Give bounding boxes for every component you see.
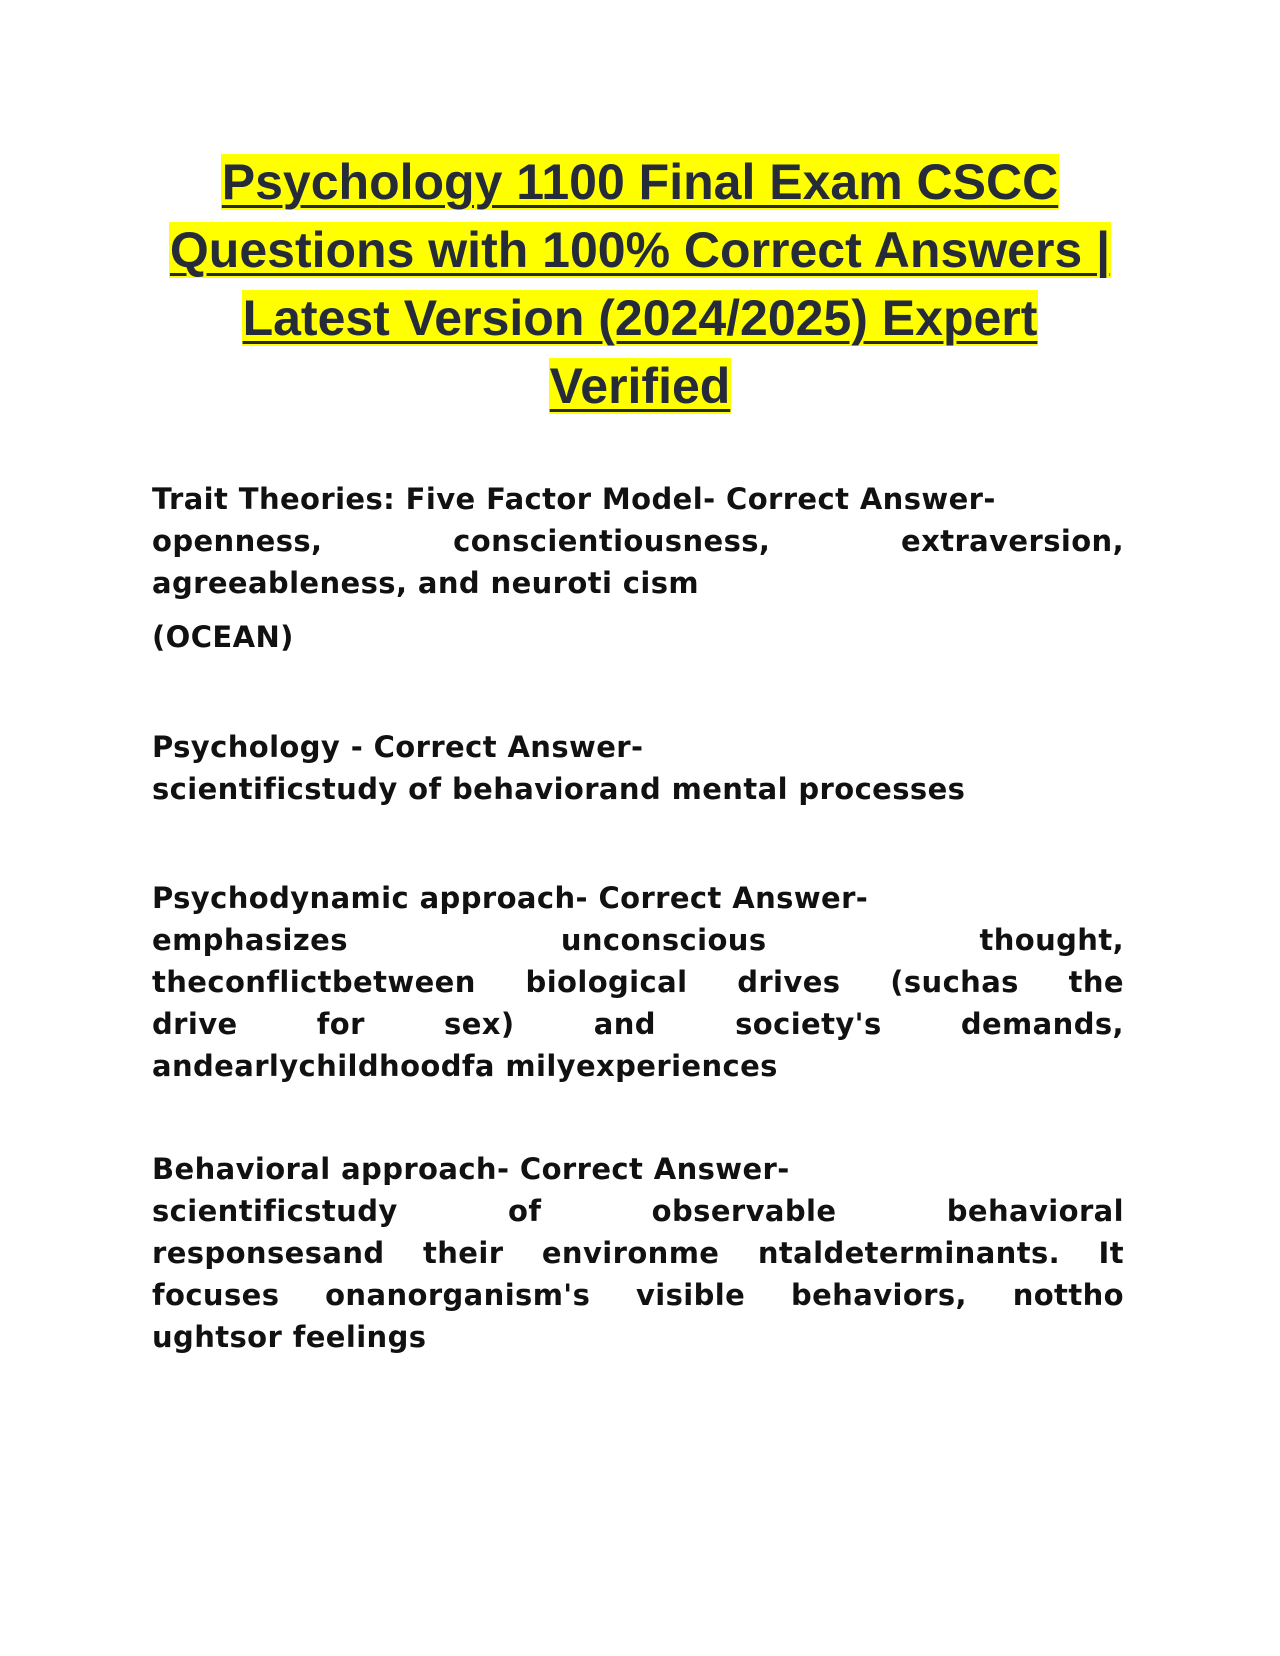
entry-answer-line: theconflictbetween biological drives (suchas the — [152, 965, 1124, 999]
entry-term: Psychology - Correct Answer- — [152, 730, 644, 764]
title-line: Verified — [549, 358, 731, 414]
title-line: Psychology 1100 Final Exam CSCC — [221, 154, 1059, 210]
entry-trait-theories — [152, 478, 1124, 658]
entry-answer-line: responsesand their environme ntaldeterminants. It — [152, 1236, 1124, 1270]
document-title — [140, 148, 1140, 420]
entry-psychology — [152, 726, 1124, 810]
entry-psychodynamic — [152, 877, 1124, 1087]
entry-term: Behavioral approach- Correct Answer- — [152, 1152, 790, 1186]
title-line: Latest Version (2024/2025) Expert — [242, 290, 1038, 346]
entry-answer-line: scientificstudy of behaviorand mental processes — [152, 772, 966, 806]
entry-term: Trait Theories: Five Factor Model- Correct Answer- — [152, 482, 996, 516]
entry-answer-line: focuses onanorganism's visible behaviors, nottho — [152, 1278, 1124, 1312]
entry-answer-line: agreeableness, and neuroti cism — [152, 566, 700, 600]
entry-behavioral — [152, 1148, 1124, 1358]
entry-answer-line: ughtsor feelings — [152, 1320, 427, 1354]
title-line: Questions with 100% Correct Answers | — [169, 222, 1111, 278]
entry-answer-line: andearlychildhoodfa milyexperiences — [152, 1049, 778, 1083]
entry-answer-line: drive for sex) and society's demands, — [152, 1007, 1124, 1041]
entry-answer-line: scientificstudy of observable behavioral — [152, 1194, 1124, 1228]
entry-answer-line: openness, conscientiousness, extraversion, — [152, 524, 1124, 558]
entry-term: Psychodynamic approach- Correct Answer- — [152, 881, 869, 915]
entry-answer-line: emphasizes unconscious thought, — [152, 923, 1124, 957]
entry-answer-line: (OCEAN) — [152, 620, 294, 654]
